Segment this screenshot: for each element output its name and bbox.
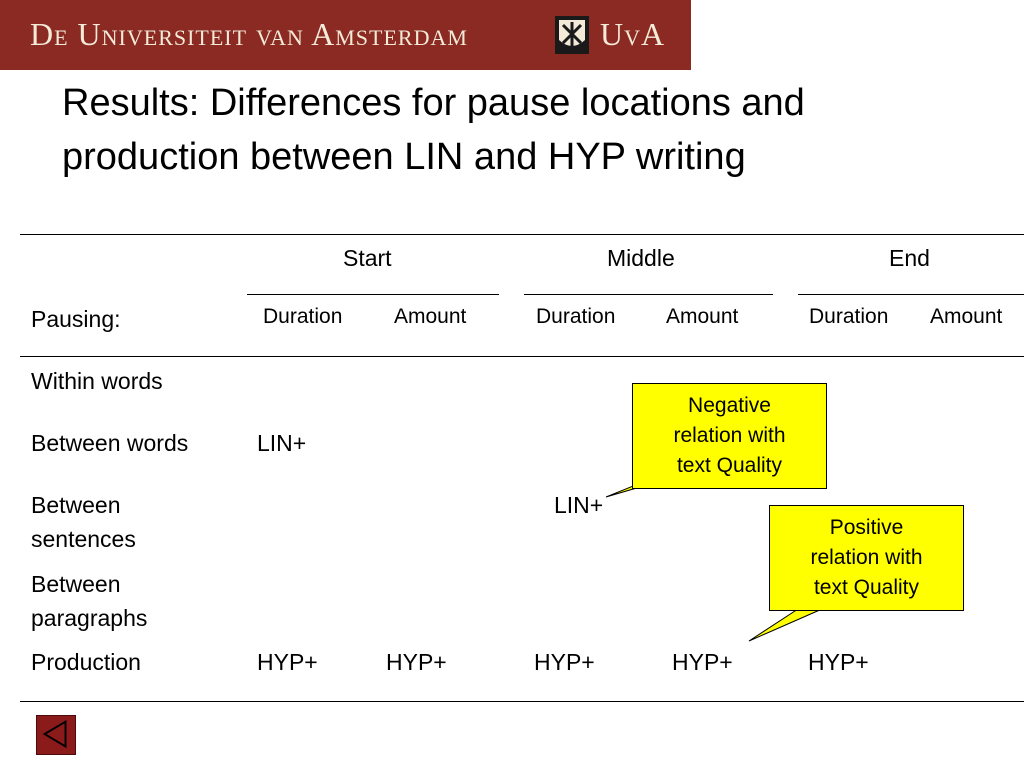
negative-callout-line3: text Quality xyxy=(676,454,783,477)
subheader-start-duration: Duration xyxy=(263,305,343,328)
university-banner xyxy=(0,0,691,70)
subheader-end-duration: Duration xyxy=(809,305,889,328)
row-label-between-words: Between words xyxy=(31,430,189,456)
positive-callout-line1: Positive xyxy=(829,516,904,539)
row-label-within-words: Within words xyxy=(31,368,163,394)
table-header-rule xyxy=(20,356,1024,357)
positive-callout-line3: text Quality xyxy=(813,576,920,599)
cell-production-middle-duration: HYP+ xyxy=(534,649,595,675)
row-label-production: Production xyxy=(31,649,141,675)
table-bottom-rule xyxy=(20,701,1024,702)
row-label-between-paragraphs-line2: paragraphs xyxy=(31,605,148,631)
university-name: De Universiteit van Amsterdam xyxy=(30,16,468,52)
previous-slide-button[interactable] xyxy=(36,715,76,755)
positive-relation-callout xyxy=(769,505,964,611)
group-underline-start xyxy=(247,294,499,295)
negative-callout-line1: Negative xyxy=(688,394,771,417)
cell-production-end-duration: HYP+ xyxy=(808,649,869,675)
subheader-middle-amount: Amount xyxy=(666,305,739,328)
group-underline-end xyxy=(798,294,1024,295)
cell-between-sentences-middle-duration: LIN+ xyxy=(554,492,604,518)
slide-title-line2: production between LIN and HYP writing xyxy=(62,136,746,178)
row-label-between-sentences-line2: sentences xyxy=(31,526,136,552)
group-header-start: Start xyxy=(343,245,392,271)
positive-callout-line2: relation with xyxy=(810,546,923,569)
university-abbreviation: UvA xyxy=(600,16,666,52)
cell-between-words-start-duration: LIN+ xyxy=(257,430,307,456)
negative-callout-line2: relation with xyxy=(673,424,786,447)
subheader-middle-duration: Duration xyxy=(536,305,616,328)
positive-callout-pointer xyxy=(749,609,822,641)
subheader-end-amount: Amount xyxy=(930,305,1003,328)
row-header-pausing: Pausing: xyxy=(31,306,121,332)
table-top-rule xyxy=(20,234,1024,235)
cell-production-start-duration: HYP+ xyxy=(257,649,318,675)
group-header-middle: Middle xyxy=(607,245,675,271)
group-underline-middle xyxy=(524,294,773,295)
cell-production-start-amount: HYP+ xyxy=(386,649,447,675)
slide-title-line1: Results: Differences for pause locations and xyxy=(62,82,805,124)
group-header-end: End xyxy=(889,245,930,271)
university-crest-icon xyxy=(555,16,589,54)
row-label-between-sentences-line1: Between xyxy=(31,492,121,518)
triangle-left-icon xyxy=(37,716,75,754)
slide-title xyxy=(62,76,1002,184)
row-label-between-paragraphs-line1: Between xyxy=(31,571,121,597)
cell-production-middle-amount: HYP+ xyxy=(672,649,733,675)
negative-relation-callout xyxy=(632,383,827,489)
subheader-start-amount: Amount xyxy=(394,305,467,328)
